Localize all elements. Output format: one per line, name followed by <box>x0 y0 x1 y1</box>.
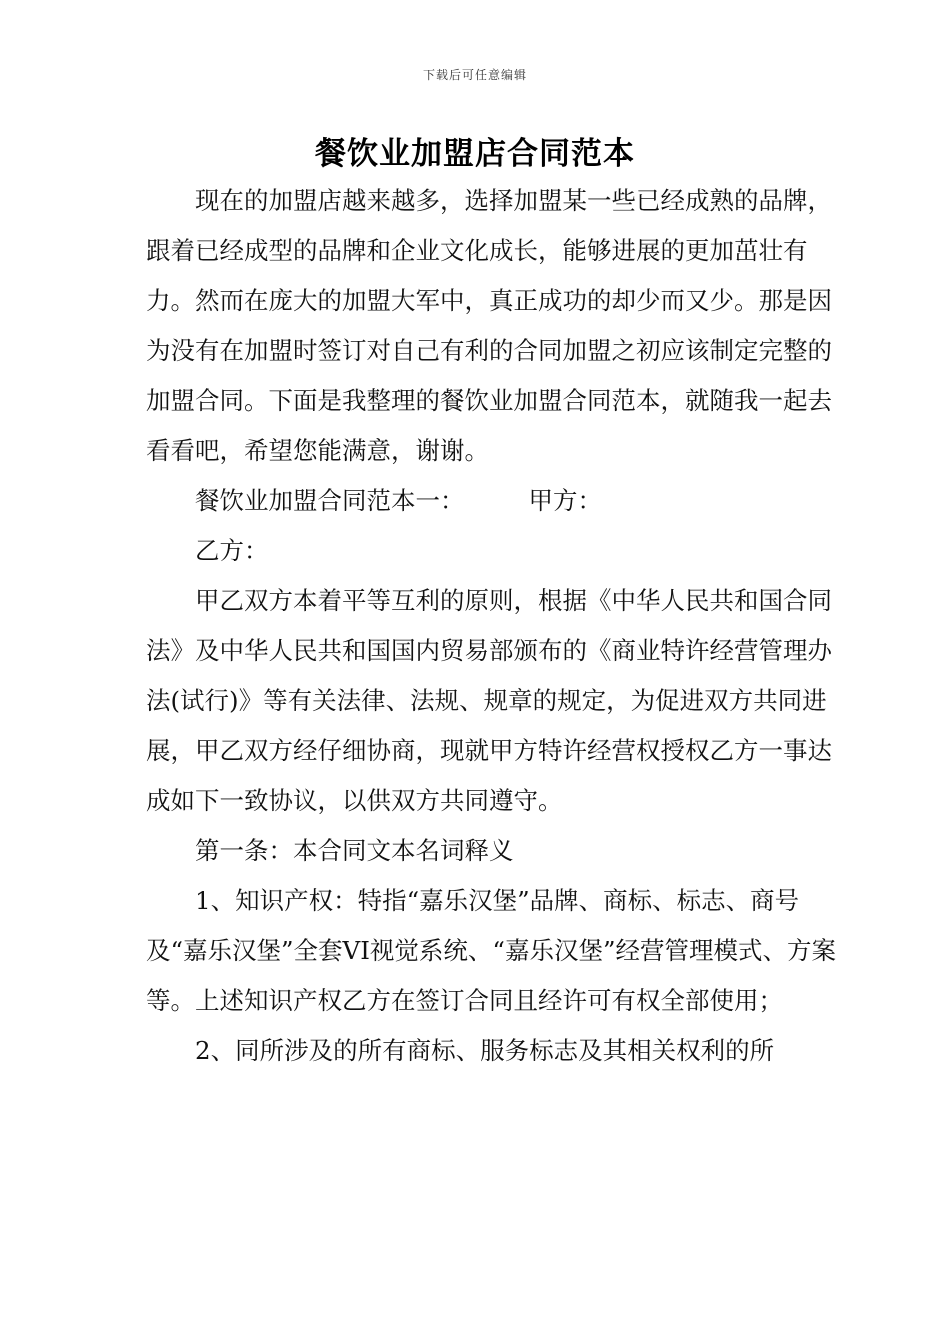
sample-heading: 餐饮业加盟合同范本一： <box>195 486 465 515</box>
clause-2: 2、同所涉及的所有商标、服务标志及其相关权利的所 <box>195 1036 775 1065</box>
header-note: 下载后可任意编辑 <box>422 68 527 82</box>
clause-1: 1、知识产权：特指“嘉乐汉堡”品牌、商标、标志、商号及“嘉乐汉堡”全套VI视觉系统、“嘉乐汉堡”经营管理模式、方案等。上述知识产权乙方在签订合同且经许可有权全部使用； <box>146 886 836 1015</box>
sample-heading-line <box>146 476 836 526</box>
party-b-label: 乙方： <box>195 536 269 565</box>
article1-heading: 第一条：本合同文本名词释义 <box>195 836 514 865</box>
preamble-paragraph: 甲乙双方本着平等互利的原则，根据《中华人民共和国合同法》及中华人民共和国国内贸易部颁布的《商业特许经营管理办法(试行)》等有关法律、法规、规章的规定，为促进双方共同进展，甲乙双方经仔细协商，现就甲方特许经营权授权乙方一事达成如下一致协议，以供双方共同遵守。 <box>146 586 832 815</box>
party-a-label: 甲方： <box>528 486 602 515</box>
document-title: 餐饮业加盟店合同范本 <box>315 136 635 172</box>
document-body <box>146 176 836 1076</box>
intro-paragraph: 现在的加盟店越来越多，选择加盟某一些已经成熟的品牌，跟着已经成型的品牌和企业文化成长，能够进展的更加茁壮有力。然而在庞大的加盟大军中，真正成功的却少而又少。那是因为没有在加盟时签订对自己有利的合同加盟之初应该制定完整的加盟合同。下面是我整理的餐饮业加盟合同范本，就随我一起去看看吧，希望您能满意，谢谢。 <box>146 186 832 465</box>
